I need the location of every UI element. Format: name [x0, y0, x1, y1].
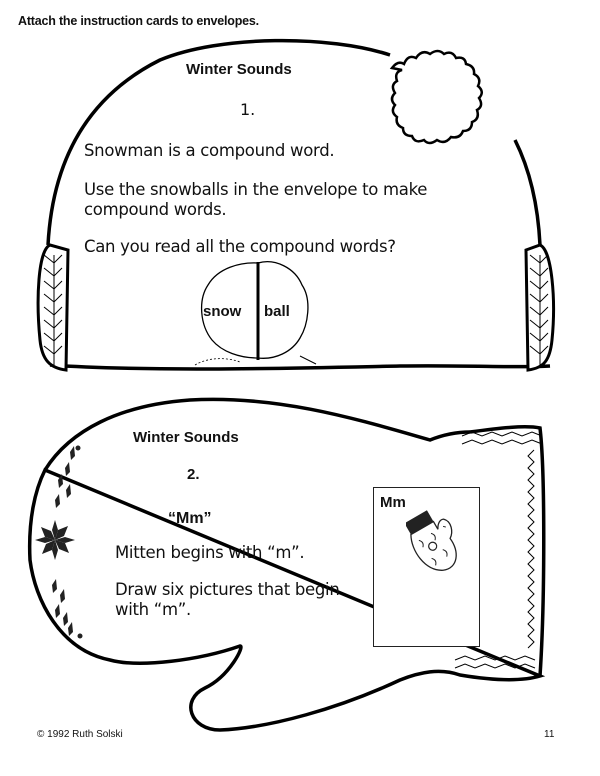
hat-cuff-right: [526, 245, 554, 370]
pom-pom: [392, 51, 482, 143]
snowball-word-right: ball: [264, 303, 290, 320]
card-2-title: Winter Sounds: [133, 429, 239, 446]
card-1-line-2: Use the snowballs in the envelope to make: [84, 180, 428, 199]
mm-label: Mm: [380, 494, 406, 511]
card-1-line-3: compound words.: [84, 200, 227, 219]
mitten-icon: [406, 502, 466, 580]
snowball-word-left: snow: [203, 303, 242, 320]
card-2-line-3: with “m”.: [115, 600, 191, 619]
instruction-text: Attach the instruction cards to envelopes.: [18, 14, 259, 28]
hat-cuff-left: [38, 245, 68, 370]
card-1-number: 1.: [240, 100, 256, 119]
card-2-sound: “Mm”: [168, 510, 212, 527]
card-2-number: 2.: [187, 466, 200, 483]
card-1-title: Winter Sounds: [186, 61, 292, 78]
mm-picture-card: [373, 487, 480, 647]
card-2-line-1: Mitten begins with “m”.: [115, 543, 305, 562]
card-1-line-4: Can you read all the compound words?: [84, 237, 396, 256]
copyright: © 1992 Ruth Solski: [37, 729, 123, 740]
card-1-line-1: Snowman is a compound word.: [84, 141, 335, 160]
card-2-line-2: Draw six pictures that begin: [115, 580, 340, 599]
page-number: 11: [544, 729, 555, 740]
